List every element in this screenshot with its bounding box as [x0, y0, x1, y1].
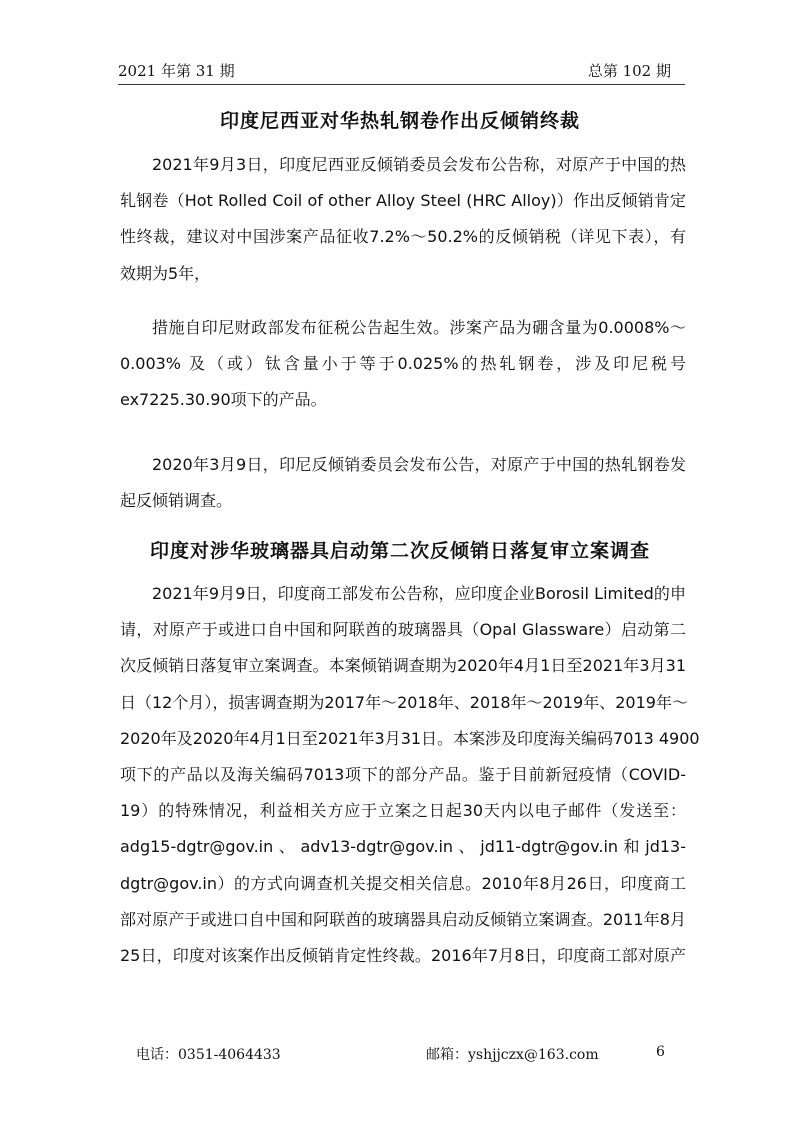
- text-line: 日（12个月），损害调查期为2017年～2018年、2018年～2019年、2019年～: [120, 692, 688, 712]
- footer-phone: 电话：0351-4064433: [136, 1047, 281, 1063]
- article-1-title: 印度尼西亚对华热轧钢卷作出反倾销终裁: [219, 110, 580, 132]
- article-1-paragraph-2: [120, 310, 686, 419]
- text-line: 次反倾销日落复审立案调查。本案倾销调查期为2020年4月1日至2021年3月31: [120, 656, 686, 676]
- page-number: 6: [656, 1044, 665, 1060]
- article-1-paragraph-1: [120, 147, 686, 292]
- total-issue-number: 总第 102 期: [587, 62, 671, 80]
- text-line: 效期为5年，: [120, 263, 211, 283]
- text-line: 措施自印尼财政部发布征税公告起生效。涉案产品为硼含量为0.0008%～: [152, 318, 686, 337]
- text-line: 部对原产于或进口自中国和阿联酋的玻璃器具启动反倾销立案调查。2011年8月: [120, 909, 686, 929]
- text-line: 19）的特殊情况，利益相关方应于立案之日起30天内以电子邮件（发送至：: [120, 801, 686, 821]
- text-line: 性终裁，建议对中国涉案产品征收7.2%～50.2%的反倾销税（详见下表），有: [120, 227, 686, 247]
- text-line: dgtr@gov.in）的方式向调查机关提交相关信息。2010年8月26日，印度商工: [120, 873, 686, 893]
- article-1-paragraph-3: [120, 447, 686, 519]
- text-line: 请，对原产于或进口自中国和阿联酋的玻璃器具（Opal Glassware）启动第二: [120, 620, 686, 640]
- text-line: 25日，印度对该案作出反倾销肯定性终裁。2016年7月8日，印度商工部对原产: [120, 946, 686, 966]
- article-2-paragraph-1: [120, 576, 700, 974]
- text-line: 起反倾销调查。: [120, 491, 233, 511]
- footer-email: 邮箱：yshjjczx@163.com: [426, 1047, 599, 1063]
- text-line: 2020年及2020年4月1日至2021年3月31日。本案涉及印度海关编码7013 4900: [120, 728, 700, 748]
- text-line: adg15-dgtr@gov.in 、 adv13-dgtr@gov.in 、 jd11-dgtr@gov.in 和 jd13-: [120, 837, 686, 857]
- text-line: 2020年3月9日，印尼反倾销委员会发布公告，对原产于中国的热轧钢卷发: [152, 455, 686, 474]
- text-line: 项下的产品以及海关编码7013项下的部分产品。鉴于目前新冠疫情（COVID-: [120, 765, 686, 785]
- text-line: 2021年9月9日，印度商工部发布公告称，应印度企业Borosil Limited的申: [152, 584, 686, 603]
- text-line: 2021年9月3日，印度尼西亚反倾销委员会发布公告称，对原产于中国的热: [152, 155, 686, 174]
- text-line: 轧钢卷（Hot Rolled Coil of other Alloy Steel (HRC Alloy)）作出反倾销肯定: [120, 191, 686, 211]
- page-header: [118, 56, 685, 85]
- issue-number: 2021 年第 31 期: [118, 62, 235, 80]
- text-line: 0.003% 及（或）钛含量小于等于0.025%的热轧钢卷，涉及印尼税号: [120, 354, 686, 374]
- text-line: ex7225.30.90项下的产品。: [120, 390, 327, 410]
- article-2-title: 印度对涉华玻璃器具启动第二次反倾销日落复审立案调查: [149, 540, 650, 562]
